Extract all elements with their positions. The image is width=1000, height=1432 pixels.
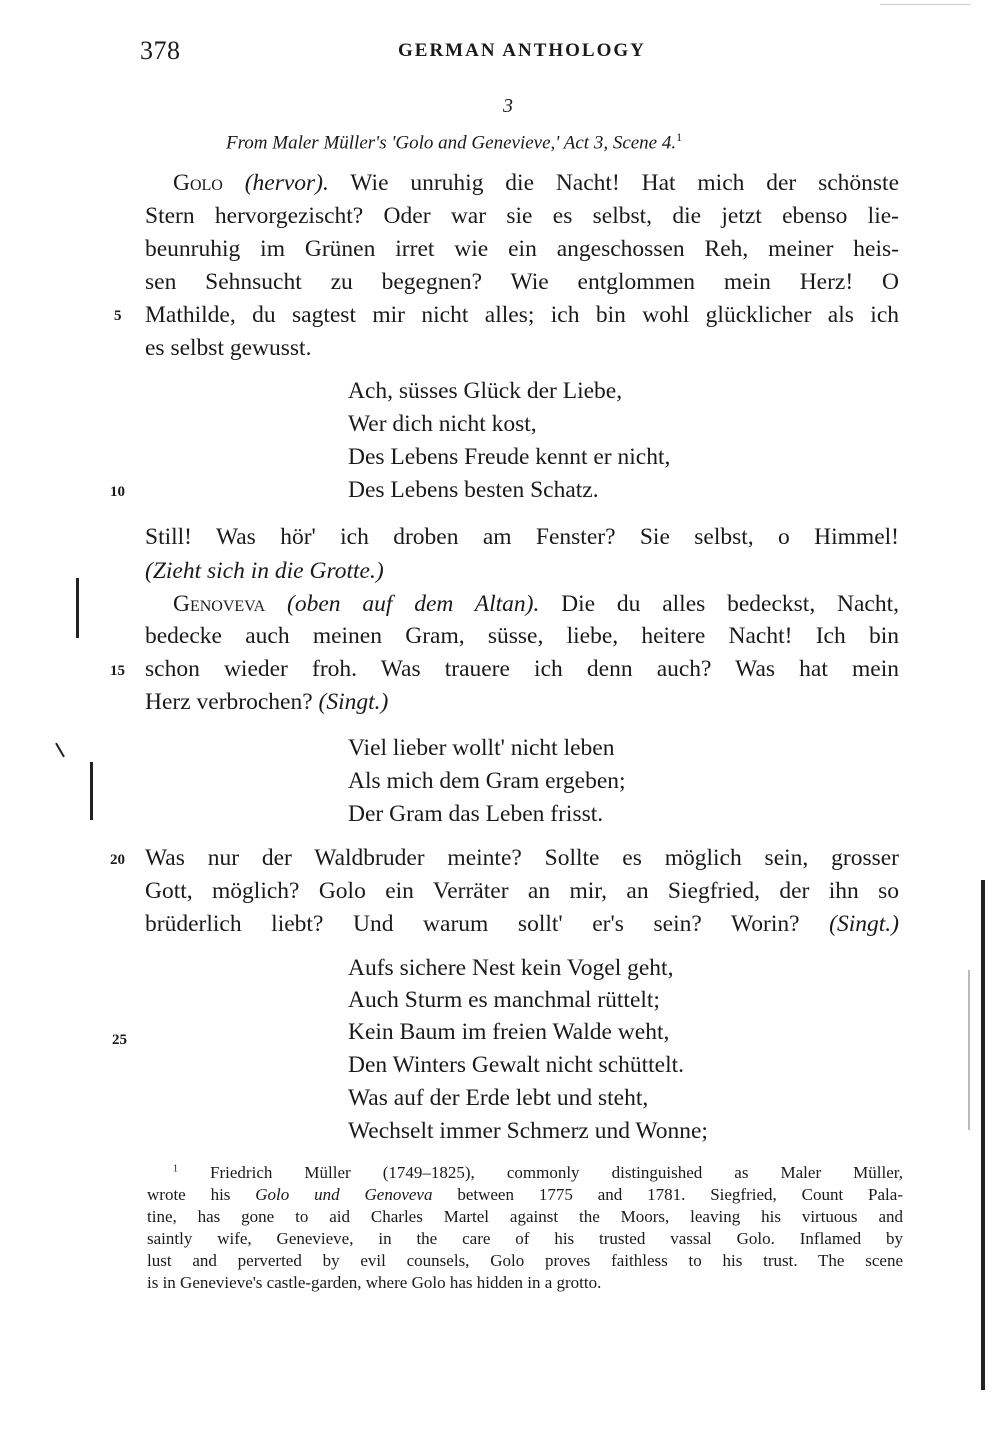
page-number: 378 xyxy=(140,36,181,65)
footnote-line xyxy=(173,1164,903,1181)
verse-line: Des Lebens Freude kennt er nicht, xyxy=(348,444,671,470)
line-number: 25 xyxy=(112,1032,127,1048)
section-number: 3 xyxy=(503,95,513,117)
stage-direction: (Singt.) xyxy=(829,911,899,937)
prose-text: Die du alles bedeckst, Nacht, xyxy=(539,591,899,617)
line-number: 10 xyxy=(110,484,125,500)
margin-mark xyxy=(76,578,79,638)
prose-line: beunruhig im Grünen irret wie ein angeschossen Reh, meiner heis- xyxy=(145,236,899,262)
prose-line: Still! Was hör' ich droben am Fenster? Sie selbst, o Himmel! xyxy=(145,524,899,550)
prose-text: Herz verbrochen? xyxy=(145,689,319,715)
prose-text: brüderlich liebt? Und warum sollt' er's sein? Worin? xyxy=(145,911,830,937)
prose-line: Mathilde, du sagtest mir nicht alles; ich bin wohl glücklicher als ich xyxy=(145,302,899,328)
footnote-line xyxy=(147,1186,903,1203)
prose-line xyxy=(145,911,899,938)
speaker-name: Genoveva xyxy=(173,591,266,617)
verse-line: Wer dich nicht kost, xyxy=(348,411,537,437)
footnote-marker: 1 xyxy=(173,1163,178,1175)
footnote-line: tine, has gone to aid Charles Martel against the Moors, leaving his virtuous and xyxy=(147,1207,903,1226)
section-heading-text: From Maler Müller's 'Golo and Genevieve,' Act 3, Scene 4. xyxy=(226,132,677,154)
verse-line: Wechselt immer Schmerz und Wonne; xyxy=(348,1118,708,1144)
footnote-line: saintly wife, Genevieve, in the care of his trusted vassal Golo. Inflamed by xyxy=(147,1229,903,1248)
running-title: GERMAN ANTHOLOGY xyxy=(398,40,646,61)
section-heading xyxy=(226,130,682,154)
verse-line: Auch Sturm es manchmal rüttelt; xyxy=(348,987,660,1013)
margin-mark xyxy=(55,743,65,758)
margin-mark xyxy=(90,762,93,820)
speaker-name: Golo xyxy=(173,170,223,196)
footnote-text: wrote his xyxy=(147,1185,256,1204)
footnote-line: lust and perverted by evil counsels, Golo proves faithless to his trust. The scene xyxy=(147,1251,903,1270)
stage-direction: (Singt.) xyxy=(318,689,389,715)
verse-line: Viel lieber wollt' nicht leben xyxy=(348,735,615,761)
verse-line: Als mich dem Gram ergeben; xyxy=(348,768,626,794)
prose-text: Wie unruhig die Nacht! Hat mich der schönste xyxy=(328,170,899,196)
edge-shadow xyxy=(968,970,970,1130)
prose-line: Stern hervorgezischt? Oder war sie es selbst, die jetzt ebenso lie- xyxy=(145,203,899,229)
verse-line: Was auf der Erde lebt und steht, xyxy=(348,1085,649,1111)
verse-line: Des Lebens besten Schatz. xyxy=(348,477,599,503)
prose-line: sen Sehnsucht zu begegnen? Wie entglommen mein Herz! O xyxy=(145,269,899,295)
line-number: 5 xyxy=(114,308,122,324)
scan-speck xyxy=(880,4,970,5)
footnote-text: Friedrich Müller (1749–1825), commonly distinguished as Maler Müller, xyxy=(178,1163,903,1182)
prose-line: Gott, möglich? Golo ein Verräter an mir, an Siegfried, der ihn so xyxy=(145,878,899,904)
stage-direction: (oben auf dem Altan). xyxy=(287,591,540,617)
footnote-line: is in Genevieve's castle-garden, where Golo has hidden in a grotto. xyxy=(147,1273,602,1292)
heading-footnote-marker: 1 xyxy=(676,130,683,144)
prose-line xyxy=(145,689,388,716)
footnote-title: Golo und Genoveva xyxy=(255,1185,433,1204)
line-number: 15 xyxy=(110,663,125,679)
prose-line: Was nur der Waldbruder meinte? Sollte es möglich sein, grosser xyxy=(145,845,899,871)
prose-line: es selbst gewusst. xyxy=(145,335,312,361)
prose-line: bedecke auch meinen Gram, süsse, liebe, heitere Nacht! Ich bin xyxy=(145,623,899,649)
verse-line: Den Winters Gewalt nicht schüttelt. xyxy=(348,1052,685,1078)
prose-line: schon wieder froh. Was trauere ich denn auch? Was hat mein xyxy=(145,656,899,682)
stage-direction: (hervor). xyxy=(244,170,329,196)
stage-direction: (Zieht sich in die Grotte.) xyxy=(145,558,384,584)
footnote-text: between 1775 and 1781. Siegfried, Count Pala- xyxy=(432,1185,903,1204)
line-number: 20 xyxy=(110,852,125,868)
edge-shadow xyxy=(981,880,985,1390)
verse-line: Der Gram das Leben frisst. xyxy=(348,801,604,827)
prose-line xyxy=(173,170,899,197)
verse-line: Aufs sichere Nest kein Vogel geht, xyxy=(348,955,674,981)
verse-line: Ach, süsses Glück der Liebe, xyxy=(348,378,623,404)
prose-line xyxy=(173,591,899,618)
verse-line: Kein Baum im freien Walde weht, xyxy=(348,1019,670,1045)
